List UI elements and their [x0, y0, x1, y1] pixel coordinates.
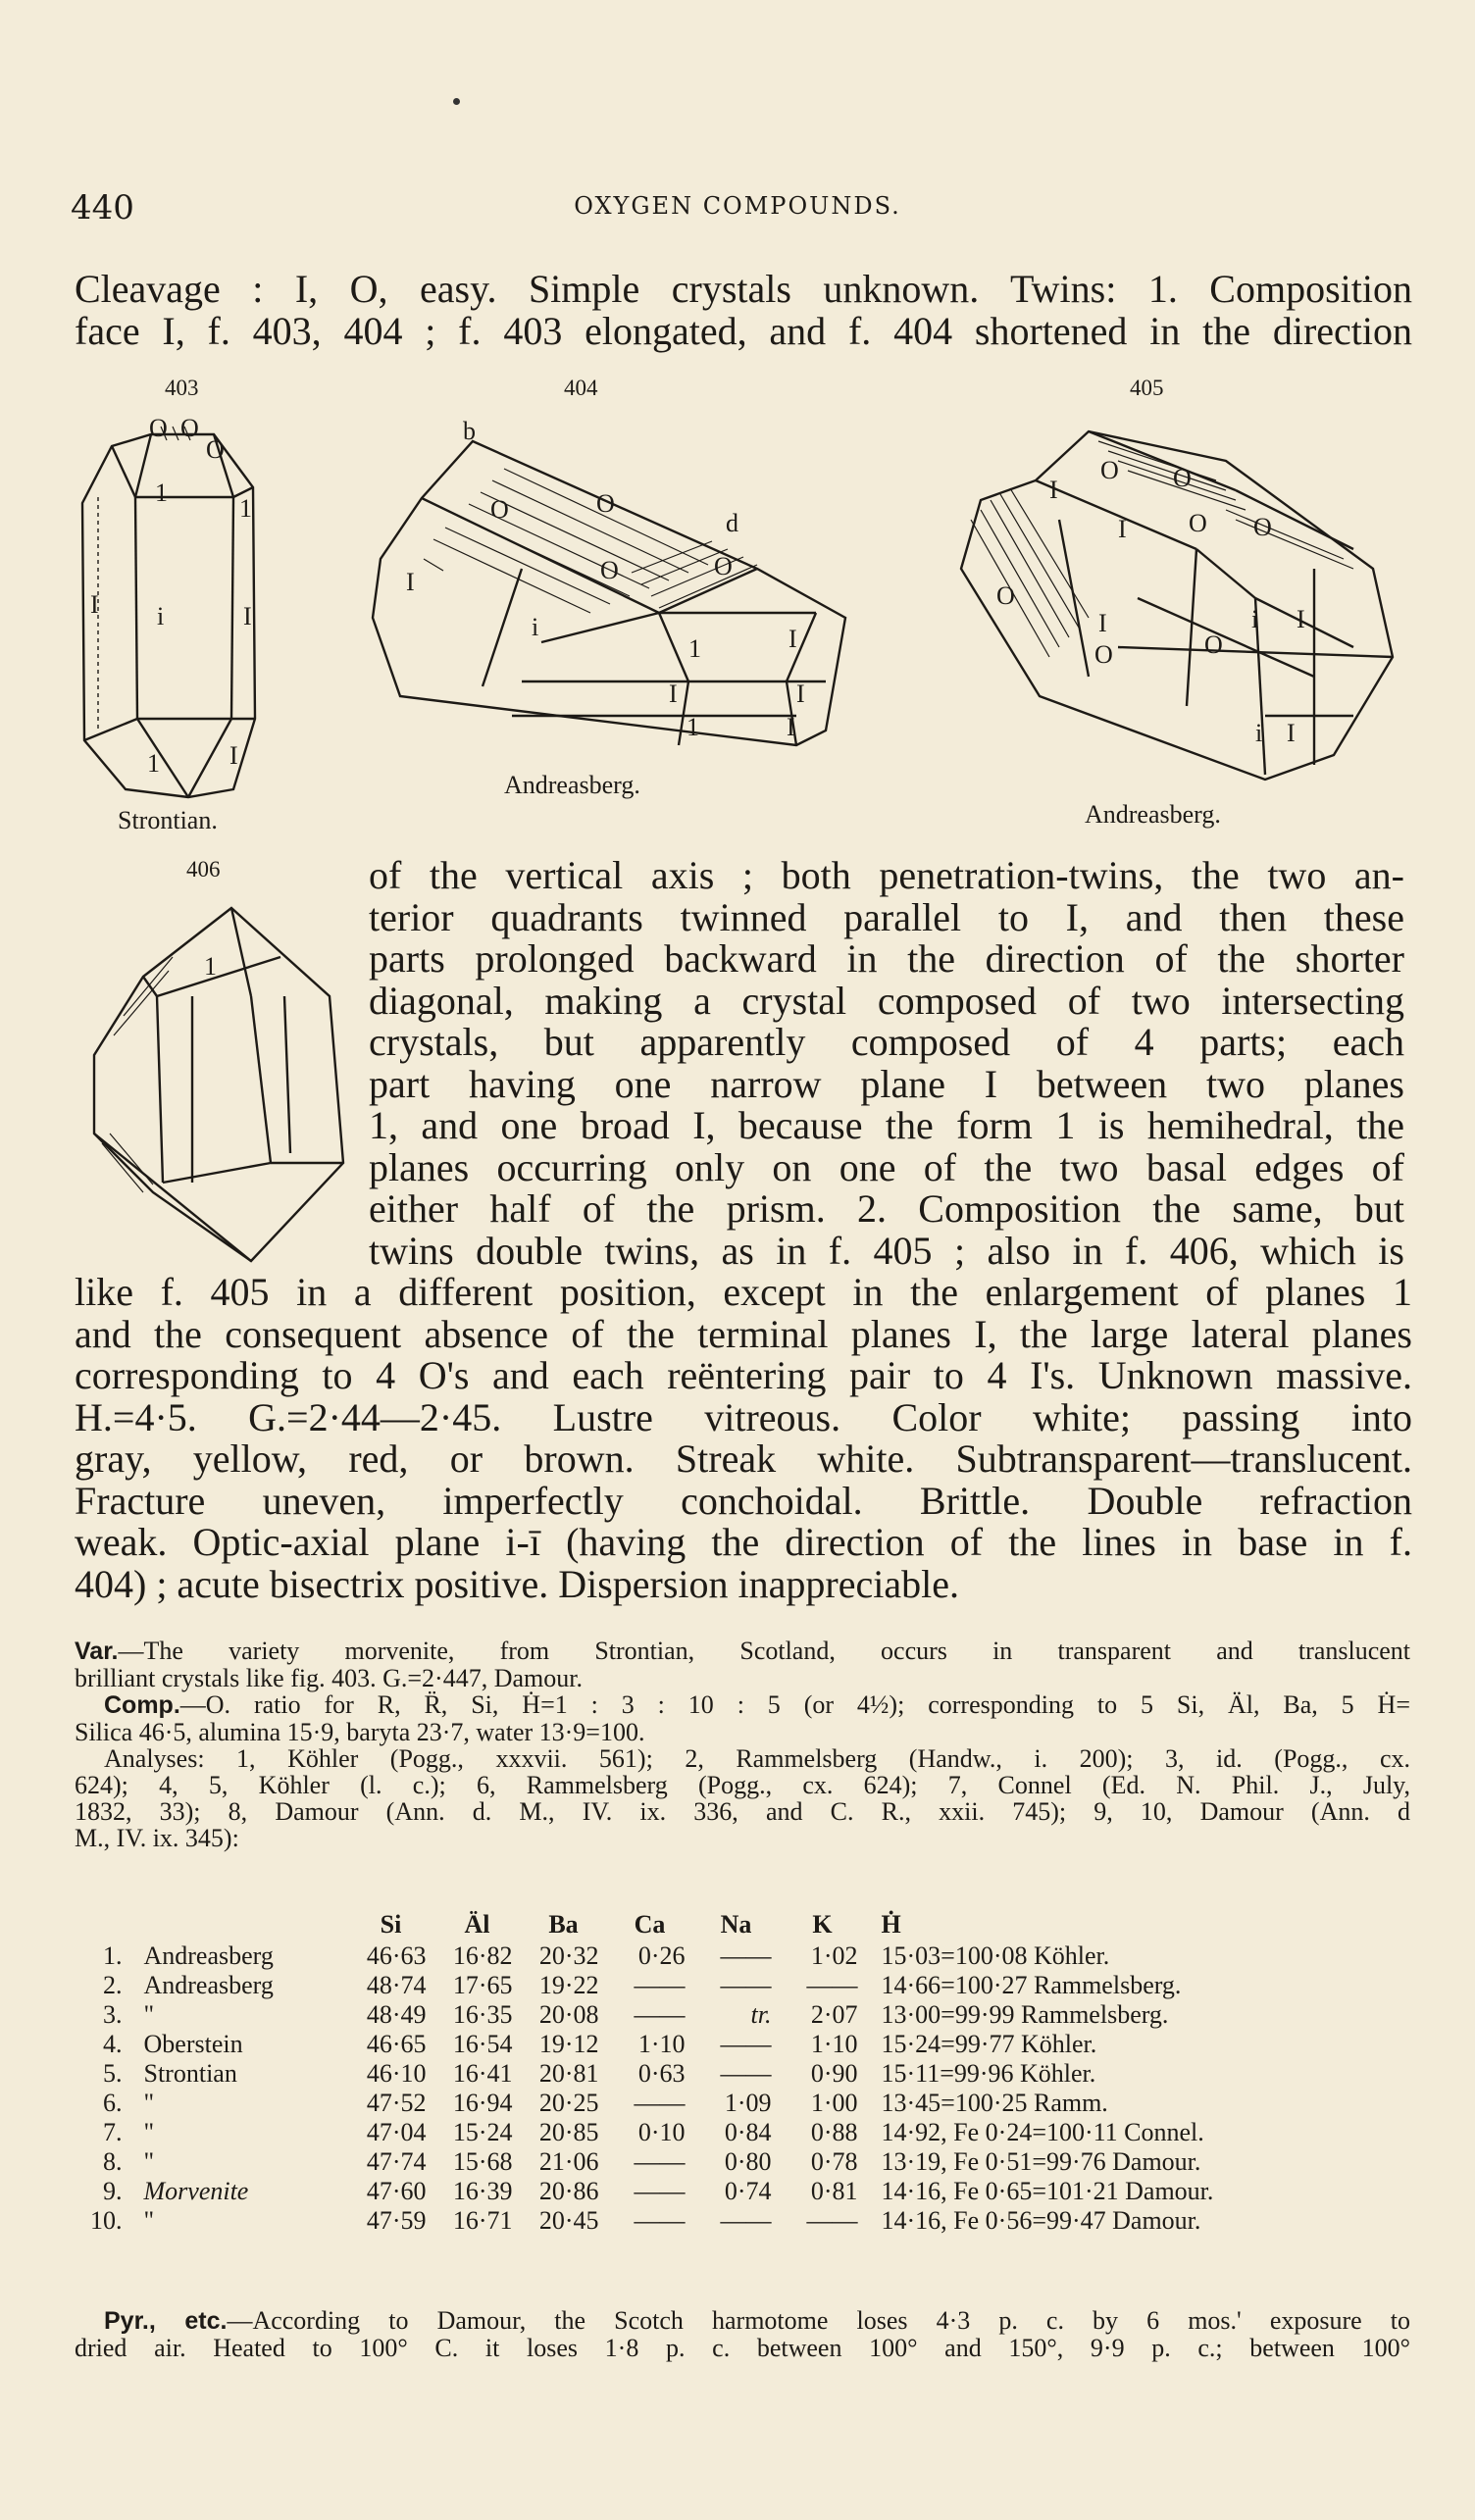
figure-403-number: 403 [165, 376, 199, 400]
table-cell-k: 0·88 [810, 2118, 858, 2146]
face-label: I [90, 590, 99, 619]
var-heading: Var. [75, 1638, 119, 1665]
table-cell-h: 14·92, Fe 0·24=100·11 Connel. [881, 2118, 1204, 2146]
face-label: I [669, 680, 678, 708]
table-cell-idx: 9. [103, 2177, 123, 2205]
crystal-edge [84, 719, 137, 740]
text-line: planes occurring only on one of the two basal edges of [369, 1144, 1404, 1189]
table-cell-ba: 20·81 [538, 2059, 599, 2088]
table-row [82, 2206, 1221, 2236]
table-cell-si: 47·74 [366, 2147, 427, 2176]
hatch-line [1010, 488, 1089, 618]
face-label: O [490, 495, 509, 524]
text-line: Cleavage : I, O, easy. Simple crystals unknown. Twins: 1. Composition [75, 267, 1412, 311]
text-line: gray, yellow, red, or brown. Streak white. Subtransparent—translucent. [75, 1436, 1412, 1481]
table-cell-loc: Strontian [143, 2059, 237, 2088]
pyrognostics-block [75, 2307, 1410, 2361]
header-na: Na [720, 1910, 752, 1939]
face-label: O [1100, 456, 1119, 484]
text-line: M., IV. ix. 345): [75, 1824, 239, 1852]
text-line: 624); 4, 5, Köhler (l. c.); 6, Rammelsberg (Pogg., cx. 624); 7, Connel (Ed. N. Phil. J., July, [75, 1771, 1410, 1799]
text-line: 1, and one broad I, because the form 1 is hemihedral, the [369, 1103, 1404, 1147]
table-cell-na: 0·74 [724, 2177, 772, 2205]
table-cell-loc: " [143, 2118, 155, 2146]
crystal-edge [163, 1163, 271, 1183]
face-label: I [1049, 476, 1058, 504]
table-cell-si: 48·74 [366, 1971, 427, 1999]
face-label: 1 [147, 749, 160, 778]
header-ca: Ca [634, 1910, 666, 1939]
crystal-edge [1059, 520, 1089, 677]
header-cell [136, 1908, 348, 1941]
face-label: O [714, 552, 733, 580]
table-cell-loc: Morvenite [143, 2177, 249, 2205]
face-label: d [726, 509, 738, 537]
crystal-edge [231, 908, 251, 996]
table-cell-loc: Andreasberg [143, 1971, 274, 1999]
face-label: I [796, 680, 805, 708]
table-cell-ba: 21·06 [538, 2147, 599, 2176]
hatch-line [110, 1134, 153, 1184]
crystal-outline [94, 908, 343, 1261]
text-line: twins double twins, as in f. 405 ; also in f. 406, which is [369, 1228, 1404, 1273]
table-cell-loc: " [143, 2089, 155, 2117]
header-al: Äl [464, 1910, 490, 1939]
header-ba: Ba [548, 1910, 579, 1939]
face-label: 1 [239, 494, 252, 523]
table-cell-ca: 0·26 [637, 1941, 686, 1970]
paragraph-cleavage [75, 269, 1412, 352]
face-label: O [206, 435, 225, 464]
table-cell-h: 14·16, Fe 0·56=99·47 Damour. [881, 2206, 1201, 2235]
table-cell-h: 13·45=100·25 Ramm. [881, 2089, 1108, 2117]
text-line: dried air. Heated to 100° C. it loses 1·8 p. c. between 100° and 150°, 9·9 p. c.; between 100° [75, 2334, 1410, 2362]
face-label: I [787, 713, 795, 741]
table-cell-al: 15·68 [452, 2147, 513, 2176]
table-cell-loc: Andreasberg [143, 1941, 274, 1970]
face-label: O [596, 489, 615, 518]
face-label: O [1173, 464, 1192, 492]
table-cell-ca: —— [634, 2000, 686, 2029]
crystal-edge [659, 613, 688, 681]
hatch-line [981, 510, 1059, 647]
crystal-edge [1118, 647, 1393, 657]
table-cell-si: 46·10 [366, 2059, 427, 2088]
crystal-edge [541, 613, 659, 642]
crystal-edge [135, 434, 151, 497]
table-cell-ba: 19·22 [538, 1971, 599, 1999]
text-line [75, 1691, 1410, 1719]
table-cell-al: 16·54 [452, 2030, 513, 2058]
table-cell-na: —— [720, 2030, 772, 2058]
table-cell-ca: —— [634, 2177, 686, 2205]
table-cell-h: 14·66=100·27 Rammelsberg. [881, 1971, 1182, 1999]
table-cell-na: —— [720, 2206, 772, 2235]
hatch-line [632, 541, 712, 573]
table-cell-idx: 5. [103, 2059, 123, 2088]
hatch-line [424, 559, 443, 571]
table-row [82, 2089, 1221, 2118]
table-cell-ca: —— [634, 2089, 686, 2117]
face-label: I [1118, 515, 1127, 543]
hatch-line [124, 957, 173, 1016]
table-cell-k: 1·02 [810, 1941, 858, 1970]
table-cell-k: —— [806, 2206, 858, 2235]
table-cell-h: 15·11=99·96 Köhler. [881, 2059, 1096, 2088]
face-label: I [406, 568, 415, 596]
table-cell-loc: " [143, 2000, 155, 2029]
text-line: crystals, but apparently composed of 4 parts; each [369, 1020, 1404, 1064]
text-line: terior quadrants twinned parallel to I, and then these [369, 894, 1404, 939]
table-cell-idx: 6. [103, 2089, 123, 2117]
crystal-edge [1196, 549, 1255, 598]
face-label: O [180, 414, 199, 442]
table-cell-na: tr. [750, 2000, 772, 2029]
crystal-edge [1187, 549, 1196, 706]
table-cell-ca: 0·10 [637, 2118, 686, 2146]
face-label: i [532, 613, 539, 641]
face-label: 1 [687, 713, 699, 741]
table-cell-na: —— [720, 1971, 772, 1999]
variety-composition-block [75, 1638, 1410, 1851]
analyses-table-body [82, 1941, 1221, 2236]
table-cell-idx: 8. [103, 2147, 123, 2176]
text-line [75, 2307, 1410, 2335]
text-line: Silica 46·5, alumina 15·9, baryta 23·7, water 13·9=100. [75, 1718, 645, 1746]
table-cell-al: 15·24 [452, 2118, 513, 2146]
text-line: 404) ; acute bisectrix positive. Dispersion inappreciable. [75, 1561, 959, 1606]
crystal-edge [483, 569, 522, 686]
face-label: I [1297, 605, 1305, 633]
table-cell-loc: " [143, 2206, 155, 2235]
text-line: and the consequent absence of the terminal planes I, the large lateral planes [75, 1311, 1412, 1356]
table-cell-al: 16·39 [452, 2177, 513, 2205]
pyr-heading: Pyr., etc. [104, 2307, 228, 2335]
table-cell-al: 16·35 [452, 2000, 513, 2029]
crystal-edge [1138, 598, 1314, 677]
table-cell-idx: 2. [103, 1971, 123, 1999]
table-cell-idx: 1. [103, 1941, 123, 1970]
text-line: of the vertical axis ; both penetration-twins, the two an- [369, 853, 1404, 897]
comp-heading: Comp. [104, 1691, 180, 1719]
figure-406-number: 406 [186, 857, 221, 882]
text-line [75, 1638, 1410, 1665]
face-label: I [229, 741, 238, 770]
face-label: O [1189, 509, 1207, 537]
table-row [82, 2030, 1221, 2059]
figure-403-caption: Strontian. [118, 806, 218, 834]
table-cell-k: 0·81 [810, 2177, 858, 2205]
face-label: O [149, 414, 168, 442]
ink-speck [453, 98, 460, 105]
table-cell-ba: 19·12 [538, 2030, 599, 2058]
table-cell-idx: 4. [103, 2030, 123, 2058]
header-h: Ḣ [881, 1910, 901, 1939]
table-cell-idx: 10. [90, 2206, 123, 2235]
table-row [82, 1941, 1221, 1971]
paragraph-twins [369, 855, 1404, 1272]
table-cell-si: 47·60 [366, 2177, 427, 2205]
table-cell-ba: 20·45 [538, 2206, 599, 2235]
crystal-edge [284, 996, 290, 1153]
table-cell-ba: 20·08 [538, 2000, 599, 2029]
crystal-edge [231, 497, 233, 719]
figure-405-number: 405 [1130, 376, 1164, 400]
table-cell-na: 1·09 [724, 2089, 772, 2117]
text-line: H.=4·5. G.=2·44—2·45. Lustre vitreous. Color white; passing into [75, 1394, 1412, 1439]
table-cell-na: 0·84 [724, 2118, 772, 2146]
table-cell-na: —— [720, 2059, 772, 2088]
crystal-edge [188, 719, 231, 797]
analyses-table [82, 1908, 1221, 2236]
face-label: b [463, 417, 476, 445]
table-cell-h: 14·16, Fe 0·65=101·21 Damour. [881, 2177, 1214, 2205]
table-cell-k: 1·00 [810, 2089, 858, 2117]
crystal-edge [659, 569, 757, 613]
header-si: Si [380, 1910, 402, 1939]
text-line: like f. 405 in a different position, except in the enlargement of planes 1 [75, 1270, 1412, 1314]
text-line: Analyses: 1, Köhler (Pogg., xxxvii. 561); 2, Rammelsberg (Handw., i. 200); 3, id. (Pogg., cx. [104, 1744, 1410, 1773]
crystal-edge [137, 719, 188, 797]
table-row [82, 1971, 1221, 2000]
face-label: 1 [688, 634, 701, 663]
text-line: parts prolonged backward in the direction of the shorter [369, 936, 1404, 981]
hatch-line [481, 492, 669, 580]
table-cell-si: 47·52 [366, 2089, 427, 2117]
table-cell-idx: 3. [103, 2000, 123, 2029]
table-cell-al: 16·71 [452, 2206, 513, 2235]
crystal-outline [373, 441, 845, 745]
table-cell-ba: 20·85 [538, 2118, 599, 2146]
header-k: K [812, 1910, 833, 1939]
table-cell-si: 47·59 [366, 2206, 427, 2235]
table-cell-idx: 7. [103, 2118, 123, 2146]
crystal-edge [112, 446, 135, 497]
hatch-line [445, 528, 610, 604]
var-text: —The variety morvenite, from Strontian, Scotland, occurs in transparent and translucent [118, 1637, 1410, 1665]
crystal-edge [135, 497, 137, 719]
crystal-edge [157, 996, 163, 1183]
table-row [82, 2118, 1221, 2147]
table-cell-k: 0·90 [810, 2059, 858, 2088]
table-cell-ba: 20·32 [538, 1941, 599, 1970]
table-cell-k: 2·07 [810, 2000, 858, 2029]
text-line: weak. Optic-axial plane i-ī (having the direction of the lines in base in f. [75, 1520, 1412, 1564]
crystal-figure-404 [365, 412, 855, 765]
crystal-edge [157, 957, 280, 996]
crystal-figure-403 [69, 407, 304, 799]
table-cell-si: 48·49 [366, 2000, 427, 2029]
table-cell-h: 15·03=100·08 Köhler. [881, 1941, 1110, 1970]
running-title: OXYGEN COMPOUNDS. [574, 192, 901, 220]
table-cell-na: —— [720, 1941, 772, 1970]
figure-404-number: 404 [564, 376, 598, 400]
crystal-figure-405 [941, 422, 1402, 784]
face-label: O [600, 556, 619, 584]
pyr-text: —According to Damour, the Scotch harmotome loses 4·3 p. c. by 6 mos.' exposure to [227, 2306, 1410, 2335]
table-cell-na: 0·80 [724, 2147, 772, 2176]
table-cell-ca: —— [634, 2147, 686, 2176]
face-label: 1 [204, 952, 217, 981]
table-cell-al: 16·82 [452, 1941, 513, 1970]
face-label: I [1098, 609, 1107, 637]
text-line: diagonal, making a crystal composed of two intersecting [369, 978, 1404, 1023]
table-cell-h: 15·24=99·77 Köhler. [881, 2030, 1097, 2058]
table-row [82, 2059, 1221, 2089]
crystal-edge [251, 996, 271, 1163]
face-label: O [1094, 640, 1113, 669]
table-cell-si: 46·65 [366, 2030, 427, 2058]
table-row [82, 2177, 1221, 2206]
table-cell-si: 47·04 [366, 2118, 427, 2146]
table-cell-loc: Oberstein [143, 2030, 243, 2058]
table-cell-h: 13·19, Fe 0·51=99·76 Damour. [881, 2147, 1201, 2176]
table-cell-k: —— [806, 1971, 858, 1999]
table-cell-k: 0·78 [810, 2147, 858, 2176]
face-label: O [1204, 630, 1223, 659]
table-cell-al: 16·94 [452, 2089, 513, 2117]
crystal-edge [94, 1134, 251, 1261]
face-label: O [996, 581, 1015, 610]
face-label: I [243, 602, 252, 630]
text-line: either half of the prism. 2. Composition the same, but [369, 1186, 1404, 1231]
header-cell [82, 1908, 136, 1941]
text-line: face I, f. 403, 404 ; f. 403 elongated, and f. 404 shortened in the direction [75, 308, 1412, 353]
text-line: corresponding to 4 O's and each reëntering pair to 4 I's. Unknown massive. [75, 1353, 1412, 1397]
face-label: i [1251, 605, 1259, 633]
figure-405-caption: Andreasberg. [1085, 800, 1221, 829]
face-label: i [157, 602, 165, 630]
table-row [82, 2147, 1221, 2177]
crystal-figure-406 [84, 898, 349, 1271]
comp-text: —O. ratio for R, R̈, Si, Ḣ=1 : 3 : 10 : 5 (or 4½); corresponding to 5 Si, Äl, Ba, 5 Ḣ= [179, 1690, 1410, 1719]
text-line: brilliant crystals like fig. 403. G.=2·447, Damour. [75, 1664, 583, 1692]
table-cell-ca: —— [634, 2206, 686, 2235]
table-cell-ca: —— [634, 1971, 686, 1999]
face-label: I [1287, 719, 1296, 747]
text-line: 1832, 33); 8, Damour (Ann. d. M., IV. ix. 336, and C. R., xxii. 745); 9, 10, Damour (Ann. d [75, 1797, 1410, 1826]
table-header-row [82, 1908, 1221, 1941]
face-label: 1 [155, 479, 168, 507]
figure-404-caption: Andreasberg. [504, 771, 640, 799]
table-cell-ca: 1·10 [637, 2030, 686, 2058]
table-cell-h: 13·00=99·99 Rammelsberg. [881, 2000, 1169, 2029]
table-cell-ca: 0·63 [637, 2059, 686, 2088]
table-cell-al: 16·41 [452, 2059, 513, 2088]
table-cell-ba: 20·86 [538, 2177, 599, 2205]
page-number: 440 [71, 188, 134, 227]
text-line: part having one narrow plane I between two planes [369, 1061, 1404, 1106]
face-label: O [1253, 513, 1272, 541]
table-row [82, 2000, 1221, 2030]
table-cell-ba: 20·25 [538, 2089, 599, 2117]
table-cell-loc: " [143, 2147, 155, 2176]
face-label: i [1255, 719, 1263, 747]
table-cell-al: 17·65 [452, 1971, 513, 1999]
paragraph-properties [75, 1272, 1412, 1605]
table-cell-si: 46·63 [366, 1941, 427, 1970]
table-cell-k: 1·10 [810, 2030, 858, 2058]
face-label: I [788, 625, 797, 653]
text-line: Fracture uneven, imperfectly conchoidal. Brittle. Double refraction [75, 1478, 1412, 1523]
page-header [71, 188, 1404, 231]
